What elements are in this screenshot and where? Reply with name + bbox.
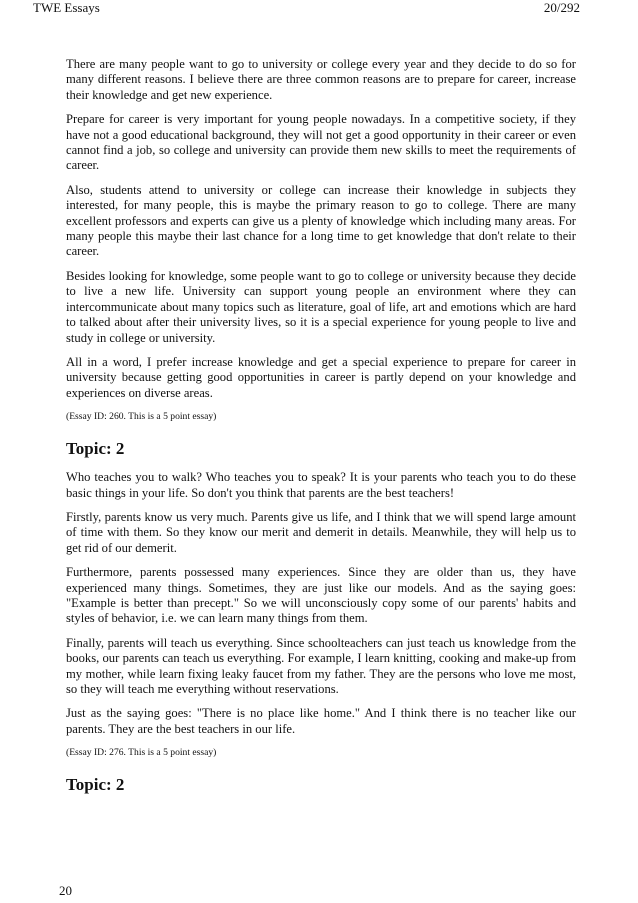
essay2-paragraph-3: Furthermore, parents possessed many experiences. Since they are older than us, they have experienced many things. Sometimes, they are just like our models. And as the saying goes: "Example is better than precept." So we will unconsciously copy some of our parents' habits and styles of behavior, i.e. we can learn many things from them. (66, 565, 576, 626)
essay1-paragraph-2: Prepare for career is very important for young people nowadays. In a competitive society, if they have not a good educational background, they will not get a good opportunity in their career or even cannot find a job, so college and university can provide them new skills to meet the requirements of career. (66, 112, 576, 173)
topic-heading: Topic: 2 (66, 439, 125, 459)
document-title: TWE Essays (33, 0, 100, 15)
page-number: 20 (59, 883, 72, 898)
essay1-paragraph-3: Also, students attend to university or college can increase their knowledge in subjects they interested, for many people, this is maybe the primary reason to go to college. There are many excellent professors and experts can give us a plenty of knowledge which including many areas. For many people this maybe their last chance for a long time to get knowledge that don't relate to their career. (66, 182, 576, 259)
essay1-paragraph-5: All in a word, I prefer increase knowledge and get a special experience to prepare for career in university because getting good opportunities in career is partly depend on your knowledge and experiences on diverse areas. (66, 354, 576, 400)
essay1-id-note: (Essay ID: 260. This is a 5 point essay) (66, 411, 217, 423)
page-content (66, 57, 576, 806)
essay2-paragraph-4: Finally, parents will teach us everything. Since schoolteachers can just teach us knowledge from the books, our parents can teach us everything. For example, I learn knitting, cooking and make-up from my mother, while learn fixing leaky faucet from my father. They are the persons who love me most, so they will teach me everything without reservations. (66, 635, 576, 696)
essay2-paragraph-2: Firstly, parents know us very much. Parents give us life, and I think that we will spend large amount of time with them. So they know our merit and demerit in details. Meanwhile, they will help us to get rid of our demerit. (66, 509, 576, 555)
essay1-paragraph-1: There are many people want to go to university or college every year and they decide to do so for many different reasons. I believe there are three common reasons are to prepare for career, increase their knowledge and get new experience. (66, 57, 576, 102)
page-indicator: 20/292 (543, 0, 580, 15)
essay2-id-note: (Essay ID: 276. This is a 5 point essay) (66, 747, 217, 759)
essay2-paragraph-1: Who teaches you to walk? Who teaches you to speak? It is your parents who teach you to do these basic things in your life. So don't you think that parents are the best teachers! (66, 470, 576, 500)
next-topic-heading: Topic: 2 (66, 775, 125, 795)
essay1-paragraph-4: Besides looking for knowledge, some people want to go to college or university because they decide to live a new life. University can support young people an environment where they can intercommunicate about many topics such as literature, goal of life, art and emotions which are hard to talked about after their university lives, so it is a special experience for young people to live and study in college or university. (66, 268, 576, 345)
essay2-paragraph-5: Just as the saying goes: "There is no place like home." And I think there is no teacher like our parents. They are the best teachers in our life. (66, 706, 576, 736)
